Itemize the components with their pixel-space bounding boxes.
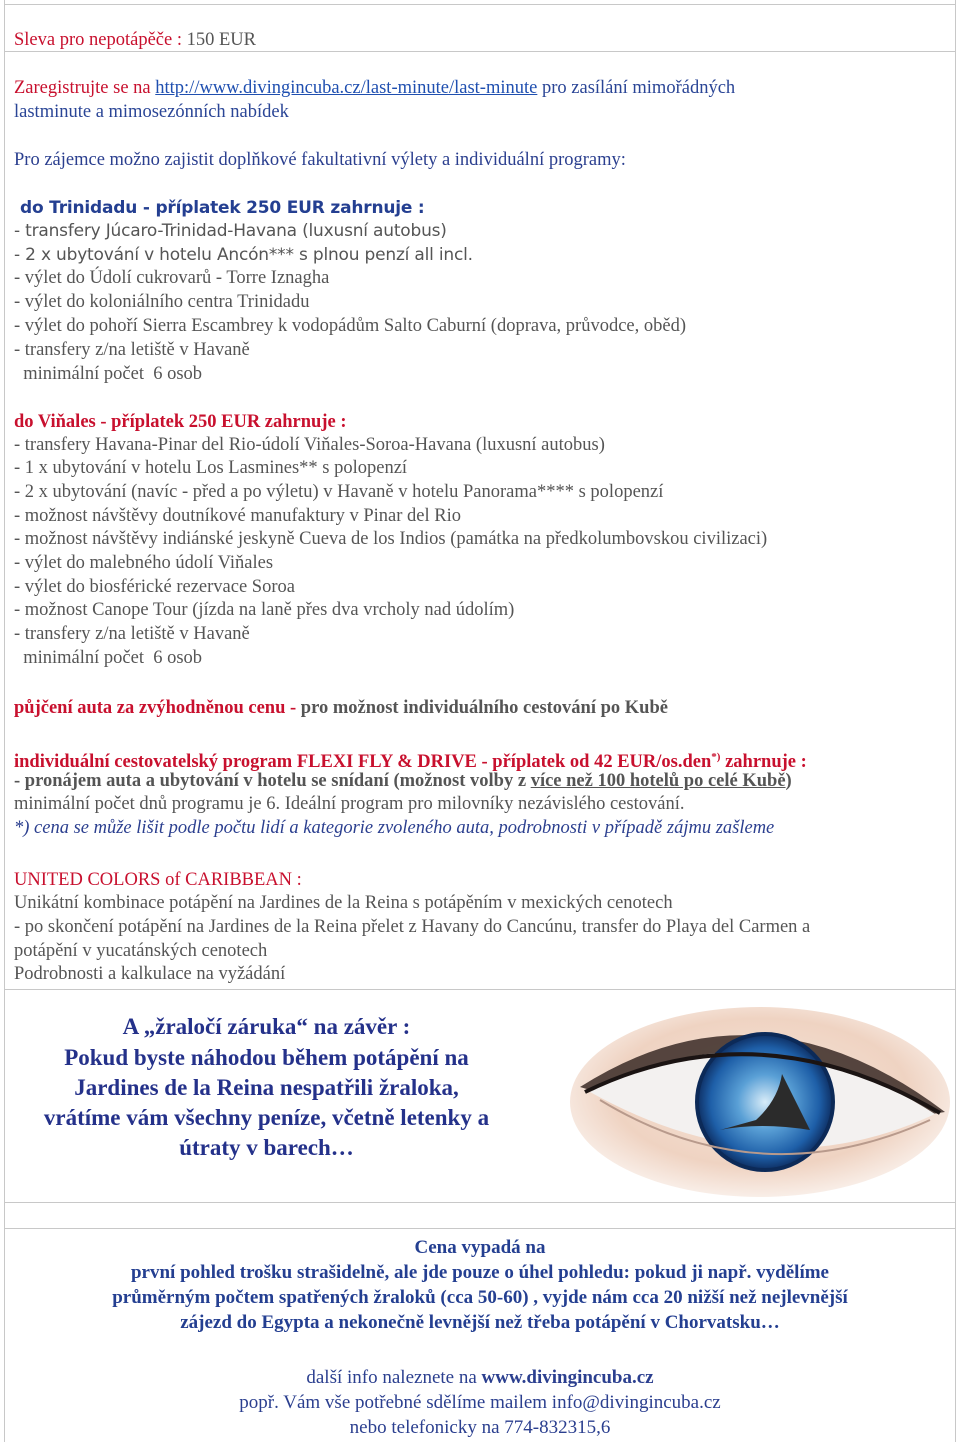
list-item: - možnost návštěvy indiánské jeskyně Cueva de los Indios (památka na předkolumbovskou civilizaci): [14, 529, 768, 549]
caribbean-title: UNITED COLORS of CARIBBEAN :: [14, 870, 302, 890]
list-item: - výlet do malebného údolí Viňales: [14, 553, 274, 573]
shark-guarantee-line: Jardines de la Reina nespatřili žraloka,: [74, 1075, 459, 1100]
list-item: - 2 x ubytování (navíc - před a po výletu) v Havaně v hotelu Panorama**** s polopenzí: [14, 482, 664, 502]
register-line: [14, 77, 735, 99]
flexi-line1-b: ): [785, 771, 792, 791]
register-line2: lastminute a mimosezónních nabídek: [14, 102, 289, 122]
car-desc: pro možnost individuálního cestování po Kubě: [300, 698, 668, 718]
flexi-sup: *): [711, 751, 721, 763]
shark-guarantee-title: A „žraločí záruka“ na závěr :: [122, 1014, 411, 1039]
last-minute-link[interactable]: http://www.divingincuba.cz/last-minute/last-minute: [155, 78, 538, 98]
caribbean-line: potápění v yucatánských cenotech: [14, 941, 268, 961]
frame-right: [955, 0, 956, 1442]
vinales-title: do Viňales - příplatek 250 EUR zahrnuje :: [14, 412, 347, 432]
flexi-line2: minimální počet dnů programu je 6. Ideální program pro milovníky nezávislého cestování.: [14, 794, 685, 814]
shark-eye-icon: [560, 992, 950, 1202]
list-item: - výlet do koloniálního centra Trinidadu: [14, 292, 310, 312]
car-rental-line: [14, 697, 668, 719]
divider: [4, 989, 956, 990]
list-item: - transfery z/na letiště v Havaně: [14, 340, 250, 360]
contact-phone: nebo telefonicky na 774-832315,6: [349, 1417, 611, 1438]
flexi-line1-u: více než 100 hotelů po celé Kubě: [530, 771, 786, 791]
list-item: - 1 x ubytování v hotelu Los Lasmines** s polopenzí: [14, 458, 408, 478]
flexi-note: *) cena se může lišit podle počtu lidí a kategorie zvoleného auta, podrobnosti v případě zájmu zašleme: [14, 818, 775, 838]
list-item: - transfery Júcaro-Trinidad-Havana (luxusní autobus): [14, 221, 447, 241]
discount-value: 150 EUR: [186, 30, 256, 50]
register-suffix: pro zasílání mimořádných: [541, 78, 736, 98]
shark-guarantee-line: vrátíme vám všechny peníze, včetně letenky a: [43, 1105, 490, 1130]
list-item: - 2 x ubytování v hotelu Ancón*** s plnou penzí all incl.: [14, 245, 473, 265]
list-item: - výlet do Údolí cukrovarů - Torre Iznagha: [14, 268, 330, 288]
price-title: Cena vypadá na: [414, 1237, 546, 1258]
list-item: - možnost návštěvy doutníkové manufaktury v Pinar del Rio: [14, 506, 462, 526]
contact-web-prefix: další info naleznete na: [306, 1367, 477, 1388]
discount-label: Sleva pro nepotápěče :: [14, 30, 182, 50]
list-item: - transfery z/na letiště v Havaně: [14, 624, 250, 644]
divider: [4, 1202, 956, 1203]
flexi-title-text: individuální cestovatelský program FLEXI FLY & DRIVE - příplatek od 42 EUR/os.den: [14, 752, 712, 773]
caribbean-line: - po skončení potápění na Jardines de la Reina přelet z Havany do Cancúnu, transfer do Playa del Carmen a: [14, 917, 811, 937]
trinidad-title: do Trinidadu - příplatek 250 EUR zahrnuje :: [20, 198, 425, 218]
contact-mail: popř. Vám vše potřebné sdělíme mailem info@divingincuba.cz: [239, 1392, 721, 1413]
frame-left: [4, 0, 5, 1442]
divider: [4, 1228, 956, 1229]
list-item: - transfery Havana-Pinar del Rio-údolí Viňales-Soroa-Havana (luxusní autobus): [14, 435, 605, 455]
caribbean-line: Unikátní kombinace potápění na Jardines de la Reina s potápěním v mexických cenotech: [14, 893, 673, 913]
divider: [4, 51, 956, 52]
flexi-line1: [14, 770, 792, 792]
car-label: půjčení auta za zvýhodněnou cenu -: [14, 698, 297, 718]
contact-web: [0, 1365, 960, 1390]
flexi-line1-a: - pronájem auta a ubytování v hotelu se snídaní (možnost volby z: [14, 771, 527, 791]
price-line: průměrným počtem spatřených žraloků (cca 50-60) , vyjde nám cca 20 nižší než nejlevnější: [112, 1287, 848, 1308]
list-item: minimální počet 6 osob: [14, 648, 203, 668]
flexi-title-end: zahrnuje :: [725, 752, 807, 773]
caribbean-line: Podrobnosti a kalkulace na vyžádání: [14, 964, 286, 984]
list-item: - výlet do pohoří Sierra Escambrey k vodopádům Salto Caburní (doprava, průvodce, oběd): [14, 316, 686, 336]
frame-top: [4, 4, 956, 5]
list-item: - možnost Canope Tour (jízda na laně přes dva vrcholy nad údolím): [14, 600, 515, 620]
register-prefix: Zaregistrujte se na: [14, 78, 151, 98]
shark-guarantee-line: Pokud byste náhodou během potápění na: [64, 1045, 469, 1070]
list-item: - výlet do biosférické rezervace Soroa: [14, 577, 295, 597]
shark-guarantee-line: útraty v barech…: [179, 1135, 354, 1160]
price-line: první pohled trošku strašidelně, ale jde pouze o úhel pohledu: pokud ji např. vydělíme: [130, 1262, 829, 1283]
price-line: zájezd do Egypta a nekonečně levnější než třeba potápění v Chorvatsku…: [180, 1312, 780, 1333]
list-item: minimální počet 6 osob: [14, 364, 203, 384]
optional-intro: Pro zájemce možno zajistit doplňkové fakultativní výlety a individuální programy:: [14, 150, 626, 170]
website-link[interactable]: www.divingincuba.cz: [481, 1367, 654, 1388]
discount-line: [14, 29, 256, 51]
